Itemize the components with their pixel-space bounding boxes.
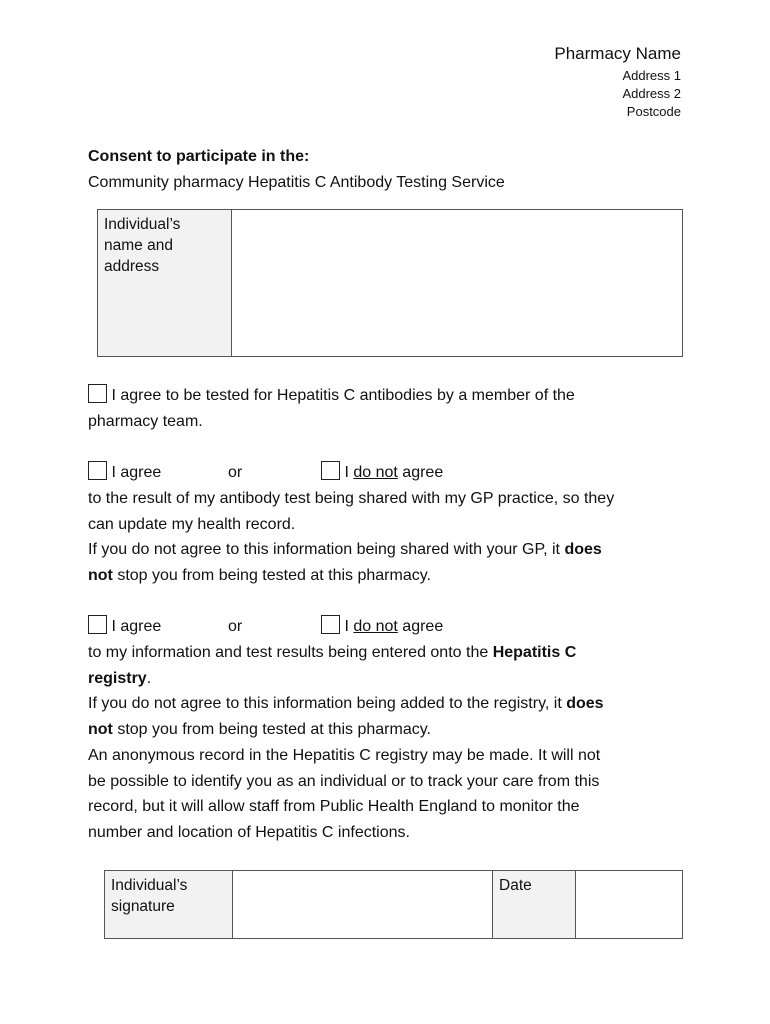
address-line-1: Address 1: [622, 68, 681, 83]
consent-test-checkbox[interactable]: [88, 384, 107, 403]
registry-note-line2: [88, 717, 688, 743]
registry-disagree-underlined: do not: [353, 618, 398, 635]
anonymous-record-line3: record, but it will allow staff from Public Health England to monitor the: [88, 798, 580, 815]
registry-disagree-row: [321, 614, 521, 640]
registry-note-text: If you do not agree to this information being added to the registry, it: [88, 695, 562, 712]
gp-text-line1: to the result of my antibody test being shared with my GP practice, so they: [88, 490, 615, 507]
gp-disagree-checkbox[interactable]: [321, 461, 340, 480]
registry-note-text: stop you from being tested at this pharmacy.: [117, 721, 431, 738]
date-field[interactable]: [576, 871, 683, 939]
signature-field[interactable]: [233, 871, 493, 939]
registry-bold: registry: [88, 670, 147, 687]
gp-agree-label: I agree: [111, 464, 162, 481]
gp-disagree-row: [321, 460, 521, 486]
registry-period: .: [146, 670, 152, 687]
gp-note-bold: not: [88, 567, 113, 584]
gp-disagree-prefix: I: [344, 464, 349, 481]
registry-disagree-suffix: agree: [402, 618, 444, 635]
pharmacy-name: Pharmacy Name: [554, 44, 681, 63]
gp-note-bold: does: [564, 541, 602, 558]
label-line: signature: [111, 898, 175, 915]
registry-note-line1: [88, 691, 688, 717]
gp-note-line1: [88, 537, 688, 563]
name-address-label: [98, 210, 232, 357]
gp-note-text: If you do not agree to this information being shared with your GP, it: [88, 541, 560, 558]
registry-bold: Hepatitis C: [492, 644, 577, 661]
date-label: Date: [493, 871, 576, 939]
registry-note-bold: not: [88, 721, 113, 738]
gp-disagree-underlined: do not: [353, 464, 398, 481]
registry-text-line2: [88, 666, 688, 692]
individual-details-table: [97, 209, 683, 357]
anonymous-record-line4: number and location of Hepatitis C infections.: [88, 824, 410, 841]
gp-disagree-suffix: agree: [402, 464, 444, 481]
registry-or-label: or: [228, 618, 243, 635]
registry-disagree-prefix: I: [344, 618, 349, 635]
postcode: Postcode: [626, 104, 681, 119]
registry-disagree-checkbox[interactable]: [321, 615, 340, 634]
label-line: address: [104, 258, 160, 275]
signature-label: [105, 871, 233, 939]
registry-note-bold: does: [566, 695, 604, 712]
service-name: Community pharmacy Hepatitis C Antibody Testing Service: [88, 174, 505, 191]
anonymous-record-line2: be possible to identify you as an individual or to track your care from this: [88, 773, 600, 790]
address-line-2: Address 2: [622, 86, 681, 101]
consent-test-line2: pharmacy team.: [88, 413, 203, 430]
anonymous-record-line1: An anonymous record in the Hepatitis C registry may be made. It will not: [88, 747, 601, 764]
registry-agree-label: I agree: [111, 618, 162, 635]
registry-agree-checkbox[interactable]: [88, 615, 107, 634]
gp-or-label: or: [228, 464, 243, 481]
gp-note-line2: [88, 563, 688, 589]
consent-heading: Consent to participate in the:: [88, 148, 310, 165]
label-line: Individual’s: [104, 216, 181, 233]
gp-note-text: stop you from being tested at this pharmacy.: [117, 567, 431, 584]
registry-text: to my information and test results being entered onto the: [88, 644, 489, 661]
registry-text-line1: [88, 640, 688, 666]
signature-table: [104, 870, 683, 939]
consent-test-text: I agree to be tested for Hepatitis C antibodies by a member of the: [111, 387, 575, 404]
gp-agree-checkbox[interactable]: [88, 461, 107, 480]
name-address-field[interactable]: [232, 210, 683, 357]
label-line: name and: [104, 237, 173, 254]
consent-test-line1: [88, 383, 688, 409]
label-line: Individual’s: [111, 877, 188, 894]
gp-text-line2: can update my health record.: [88, 516, 296, 533]
